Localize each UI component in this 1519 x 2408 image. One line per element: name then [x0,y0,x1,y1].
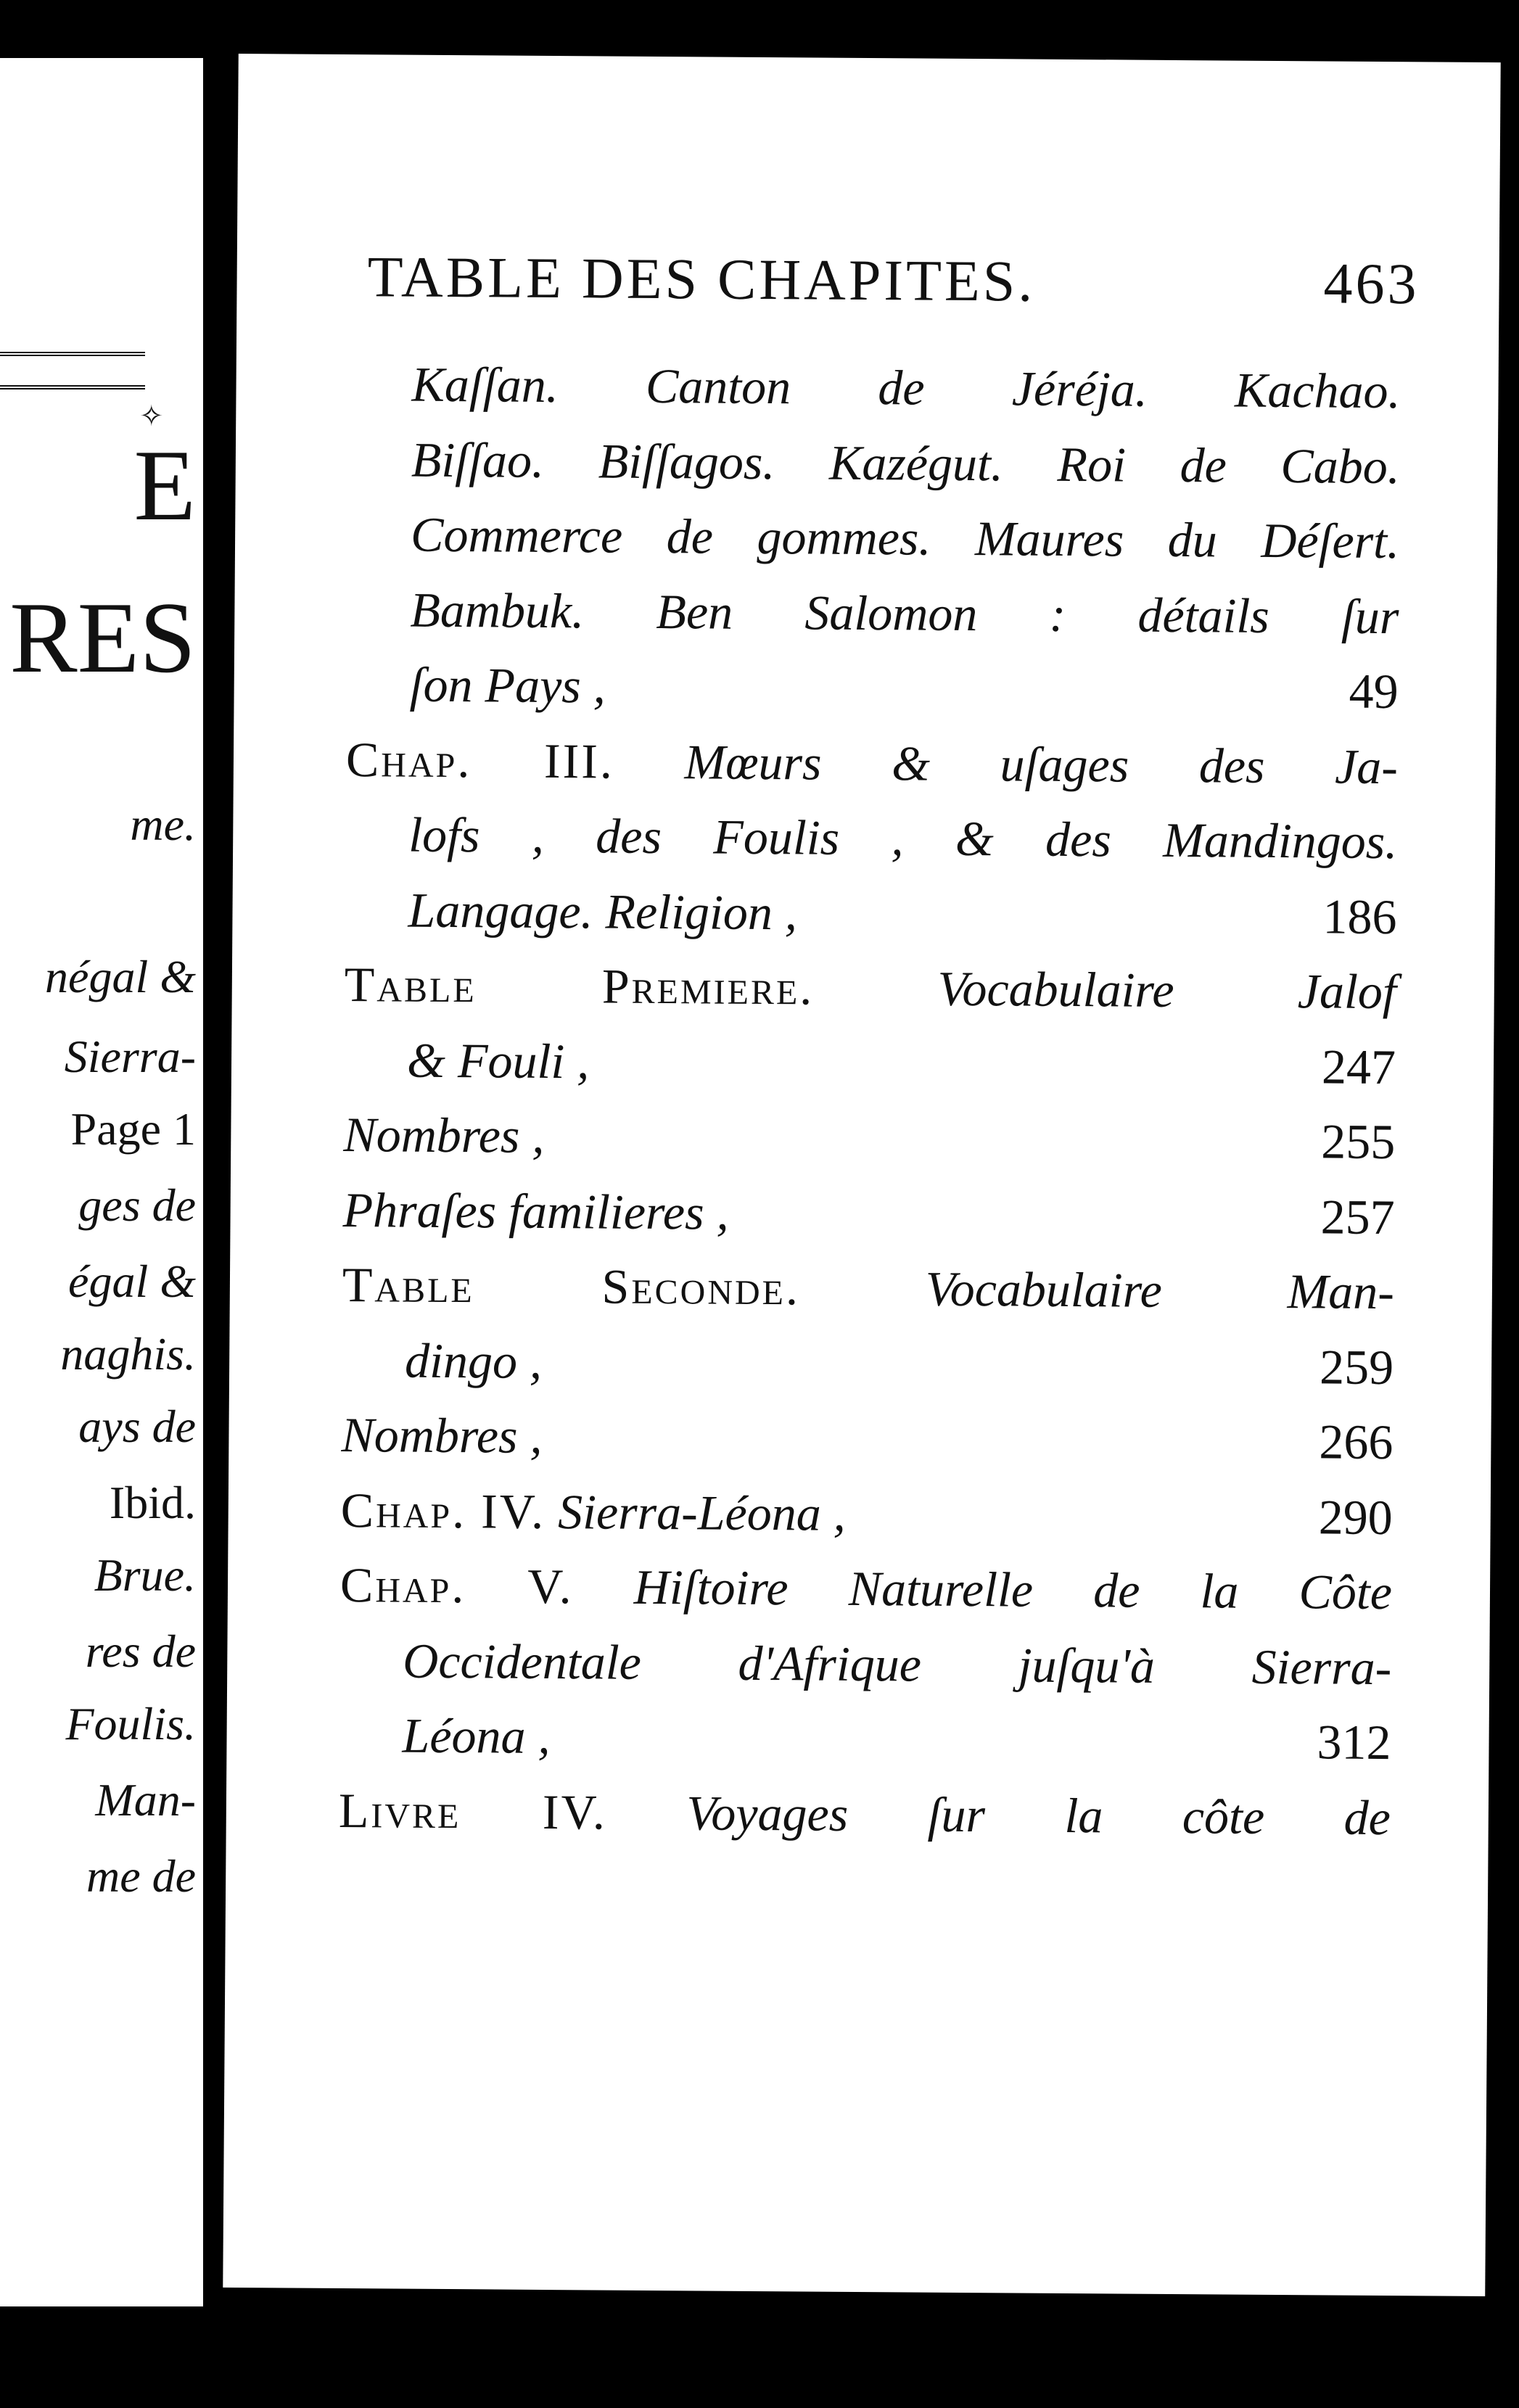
toc-title: Léona , [402,1707,551,1765]
toc-line-text [346,731,1399,796]
toc-line [344,956,1396,1036]
toc-title: Hiſtoire Naturelle de la Côte [633,1559,1393,1620]
toc-line-text [411,506,1400,571]
toc-heading: Chap. III. [345,731,615,789]
toc-page-number: 266 [1319,1414,1394,1470]
toc-heading: Chap. IV. [340,1482,546,1539]
toc-line-text [340,1481,846,1542]
toc-title: Nombres , [343,1107,545,1163]
toc-title: Biſſao. Biſſagos. Kazégut. Roi de Cabo. [411,432,1401,494]
toc-title: Vocabulaire Man- [925,1261,1395,1320]
toc-line [405,1332,1394,1411]
left-page-line: E [133,429,196,542]
toc-line [411,356,1401,436]
toc-title: lofs , des Foulis , & des Mandingos. [408,807,1398,870]
left-page [0,58,203,2306]
toc-line-text [411,431,1401,495]
toc-title: Commerce de gommes. Maures du Déſert. [410,506,1400,569]
left-page-line: ges de [78,1179,196,1231]
toc-line [408,881,1397,961]
toc-line-text [341,1406,543,1465]
ornament-rule [0,352,145,389]
toc-line [411,431,1400,511]
left-page-line: Ibid. [109,1477,196,1528]
toc-line [340,1481,1393,1561]
toc-title: Bambuk. Ben Salomon : détails ſur [410,582,1399,644]
toc-line [342,1182,1395,1261]
toc-line-text [345,956,1397,1020]
toc-title: Voyages ſur la côte de [686,1784,1391,1845]
left-page-line: me de [86,1850,196,1902]
header-page-number: 463 [1323,252,1420,317]
toc-line-text [342,1256,1395,1321]
toc-heading: Chap. V. [339,1556,574,1615]
toc-page-number: 49 [1349,663,1399,719]
toc-line-text [342,1182,729,1242]
toc-title: Sierra-Léona , [557,1483,847,1541]
toc-page-number: 312 [1317,1714,1391,1770]
toc-line [342,1256,1395,1336]
left-page-line: RES [9,582,196,694]
toc-line-text [343,1106,545,1165]
left-page-line: ays de [78,1401,196,1452]
toc-line-text [411,356,1401,421]
toc-line-text [340,1556,1393,1621]
toc-title: Mœurs & uſages des Ja- [684,733,1399,794]
left-page-line: égal & [68,1255,196,1307]
toc-line [411,506,1400,586]
toc-page-number: 255 [1321,1113,1396,1170]
toc-title: Vocabulaire Jalof [937,960,1397,1020]
toc-line [403,1632,1392,1712]
toc-page-number: 290 [1318,1488,1393,1545]
toc-title: ſon Pays , [409,656,606,714]
running-header [367,244,1420,318]
toc-page-number: 257 [1320,1188,1395,1245]
toc-line [407,1031,1396,1111]
toc-page-number: 259 [1319,1338,1394,1395]
toc-line [408,807,1398,886]
toc-line-text [405,1332,542,1390]
left-page-line: Man- [95,1774,196,1826]
toc-heading: Table Premiere. [344,957,815,1015]
toc-title: Phraſes familieres , [342,1182,729,1240]
toc-page-number: 186 [1322,888,1397,944]
toc-title: Occidentale d'Afrique juſqu'à Sierra- [403,1633,1392,1695]
toc-line [409,656,1399,736]
left-page-line: me. [130,799,196,850]
toc-line-text [410,581,1399,646]
left-page-line: négal & [45,951,196,1002]
toc-heading: Livre IV. [338,1782,608,1840]
header-title: TABLE DES CHAPITES. [367,245,1036,314]
left-page-line: naghis. [60,1328,196,1380]
toc-line-text [408,881,797,941]
toc-line [343,1106,1396,1186]
ornament-tip: ✧ [139,400,164,432]
right-page [223,54,1500,2296]
toc-line [340,1556,1393,1636]
toc-title: Langage. Religion , [408,882,798,940]
toc-line-text [402,1707,551,1765]
toc-title: Kaſſan. Canton de Jéréja. Kachao. [411,356,1401,419]
toc-line-text [403,1632,1392,1696]
toc-title: & Fouli , [406,1032,590,1089]
toc-title: dingo , [404,1332,543,1389]
toc-line [341,1406,1394,1486]
left-page-line: Page 1 [70,1103,196,1155]
toc-title: Nombres , [341,1407,543,1464]
toc-line [346,731,1399,811]
toc-line [402,1707,1391,1787]
toc-line-text [408,807,1398,871]
toc-line [410,581,1399,661]
toc-heading: Table Seconde. [342,1257,801,1316]
left-page-line: Brue. [94,1549,196,1601]
left-page-line: Foulis. [65,1698,196,1749]
toc-line-text [409,656,606,715]
left-page-line: Sierra- [64,1031,196,1082]
toc-line-text [339,1781,1391,1846]
left-page-line: res de [85,1625,196,1677]
toc-line-text [407,1031,590,1090]
toc-line [338,1781,1391,1861]
toc-page-number: 247 [1321,1038,1396,1094]
